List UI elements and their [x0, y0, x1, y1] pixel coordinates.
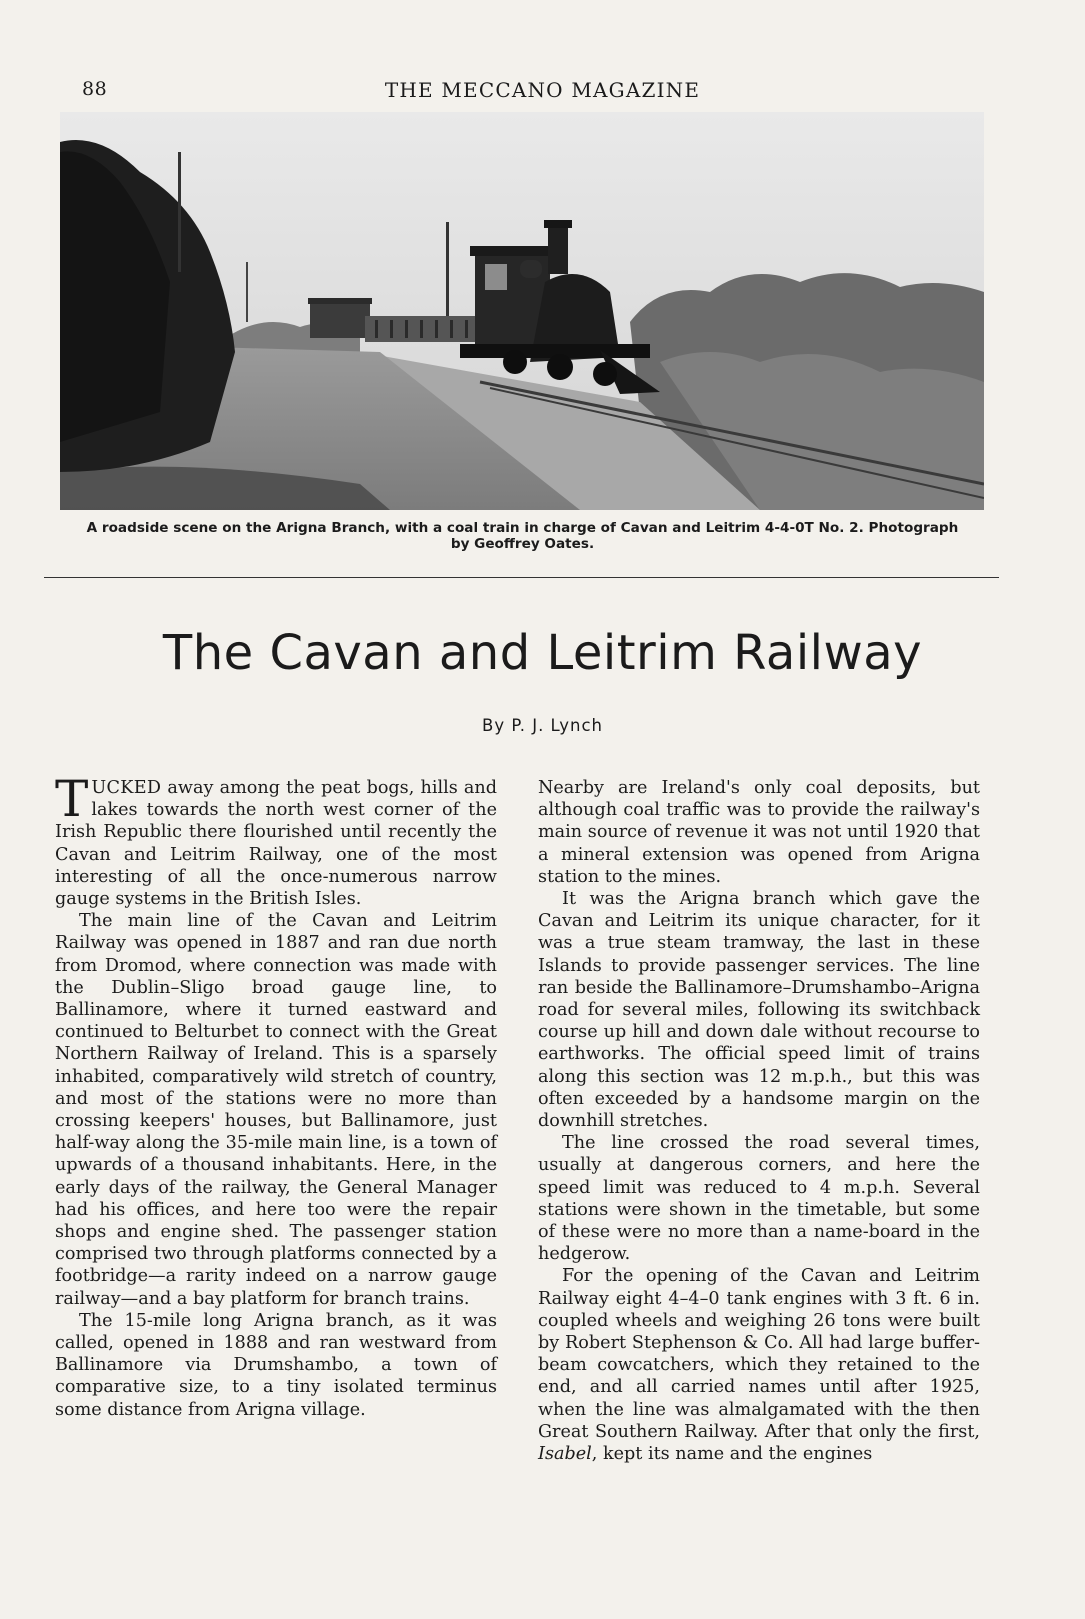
- paragraph-text: , kept its name and the engines: [591, 1444, 873, 1465]
- section-divider: [44, 577, 999, 578]
- paragraph-text: For the opening of the Cavan and Leitrim Railway eight 4–4–0 tank engines with 3 ft. 6 in. coupled wheels and weighing 26 tons were built by Robert Stephenson & Co. All had large buffer-beam cowcatchers, which they retained to the end, and all carried names until after 1925, when the line was almalgamated with the then Great Southern Railway. After that only the first,: [538, 1266, 980, 1442]
- paragraph: [538, 1265, 980, 1465]
- railway-photo: [60, 112, 984, 510]
- left-column: [55, 770, 497, 1421]
- lead-caps: UCKED: [91, 778, 162, 798]
- paragraph: [55, 770, 497, 910]
- caption-line-2: by Geoffrey Oates.: [450, 536, 595, 552]
- paragraph: It was the Arigna branch which gave the Cavan and Leitrim its unique character, for it was a true steam tramway, the last in these Islands to provide passenger services. The line ran beside the Ballinamore–Drumshambo–Arigna road for several miles, following its switchback course up hill and down dale without recourse to earthworks. The official speed limit of trains along this section was 12 m.p.h., but this was often exceeded by a handsome margin on the downhill stretches.: [538, 889, 980, 1132]
- paragraph: Nearby are Ireland's only coal deposits, but although coal traffic was to provide the railway's main source of revenue it was not until 1920 that a mineral extension was opened from Arigna station to the mines.: [538, 778, 980, 887]
- paragraph-text: away among the peat bogs, hills and lakes towards the north west corner of the Irish Republic there flourished until recently the Cavan and Leitrim Railway, one of the most interesting of all the once-numerous narrow gauge systems in the British Isles.: [55, 778, 497, 910]
- paragraph: The line crossed the road several times, usually at dangerous corners, and here the speed limit was reduced to 4 m.p.h. Several stations were shown in the timetable, but some of these were no more than a name-board in the hedgerow.: [538, 1133, 980, 1265]
- running-head: THE MECCANO MAGAZINE: [384, 78, 701, 102]
- railway-photo-drawing: [60, 112, 984, 510]
- engine-name: Isabel: [538, 1444, 592, 1465]
- paragraph: The main line of the Cavan and Leitrim Railway was opened in 1887 and ran due north from Dromod, where connection was made with the Dublin–Sligo broad gauge line, to Ballinamore, where it turned eastward and continued to Belturbet to connect with the Great Northern Railway of Ireland. This is a sparsely inhabited, comparatively wild stretch of country, and most of the stations were no more than crossing keepers' houses, but Ballinamore, just half-way along the 35-mile main line, is a town of upwards of a thousand inhabitants. Here, in the early days of the railway, the General Manager had his offices, and here too were the repair shops and engine shed. The passenger station comprised two through platforms connected by a footbridge—a rarity indeed on a narrow gauge railway—and a bay platform for branch trains.: [55, 911, 497, 1309]
- article-byline: By P. J. Lynch: [482, 716, 603, 735]
- article-title: The Cavan and Leitrim Railway: [162, 625, 923, 681]
- photo-caption: [50, 520, 995, 552]
- drop-cap: T: [55, 770, 89, 828]
- page-number: 88: [82, 78, 108, 100]
- caption-line-1: A roadside scene on the Arigna Branch, with a coal train in charge of Cavan and Leitrim 4-4-0T No. 2. Photograph: [86, 520, 959, 536]
- right-column: [538, 777, 980, 1465]
- paragraph: The 15-mile long Arigna branch, as it was called, opened in 1888 and ran westward from Ballinamore via Drumshambo, a town of comparative size, to a tiny isolated terminus some distance from Arigna village.: [55, 1310, 497, 1420]
